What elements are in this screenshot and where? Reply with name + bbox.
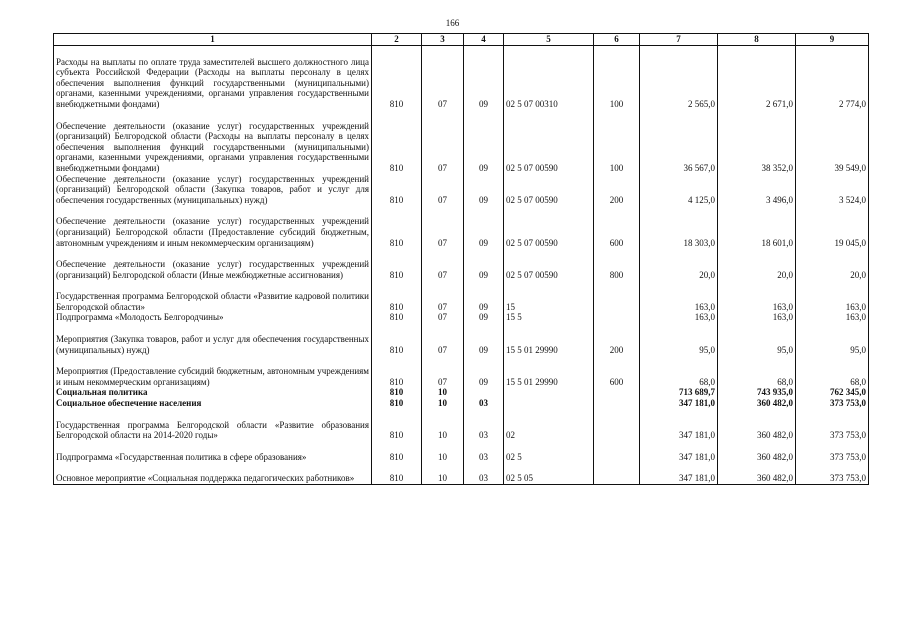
column-header: 8 — [718, 34, 796, 46]
target-article-code: 15 5 — [504, 312, 594, 323]
section-code: 07 — [422, 174, 464, 206]
expense-type-code: 100 — [594, 45, 640, 109]
ministry-code: 810 — [372, 205, 422, 248]
amount-year-2: 163,0 — [718, 280, 796, 312]
target-article-code: 02 5 07 00590 — [504, 248, 594, 280]
amount-year-1: 713 689,7 — [640, 387, 718, 398]
target-article-code: 02 5 — [504, 441, 594, 463]
column-header: 4 — [464, 34, 504, 46]
row-description: Подпрограмма «Государственная политика в сфере образования» — [54, 441, 372, 463]
ministry-code: 810 — [372, 110, 422, 174]
table-row — [54, 45, 869, 109]
section-code: 07 — [422, 323, 464, 355]
target-article-code: 15 — [504, 280, 594, 312]
table-row — [54, 355, 869, 387]
ministry-code: 810 — [372, 280, 422, 312]
subsection-code: 09 — [464, 45, 504, 109]
target-article-code — [504, 398, 594, 409]
table-row — [54, 462, 869, 484]
table-row — [54, 174, 869, 206]
amount-year-2: 163,0 — [718, 312, 796, 323]
amount-year-1: 347 181,0 — [640, 462, 718, 484]
ministry-code: 810 — [372, 462, 422, 484]
budget-table — [53, 33, 869, 485]
amount-year-1: 347 181,0 — [640, 398, 718, 409]
row-description: Социальная политика — [54, 387, 372, 398]
row-description: Государственная программа Белгородской области «Развитие образования Белгородской области на 2014-2020 годы» — [54, 409, 372, 441]
target-article-code: 02 — [504, 409, 594, 441]
column-header: 2 — [372, 34, 422, 46]
target-article-code: 02 5 07 00590 — [504, 205, 594, 248]
amount-year-3: 3 524,0 — [796, 174, 869, 206]
table-row — [54, 205, 869, 248]
section-code: 07 — [422, 45, 464, 109]
amount-year-3: 19 045,0 — [796, 205, 869, 248]
table-row — [54, 110, 869, 174]
subsection-code: 03 — [464, 409, 504, 441]
subsection-code: 09 — [464, 312, 504, 323]
section-code: 07 — [422, 205, 464, 248]
row-description: Государственная программа Белгородской области «Развитие кадровой политики Белгородской области» — [54, 280, 372, 312]
ministry-code: 810 — [372, 441, 422, 463]
expense-type-code — [594, 398, 640, 409]
subsection-code: 09 — [464, 174, 504, 206]
amount-year-1: 20,0 — [640, 248, 718, 280]
section-code: 10 — [422, 441, 464, 463]
subsection-code: 09 — [464, 355, 504, 387]
table-row — [54, 312, 869, 323]
target-article-code: 02 5 07 00310 — [504, 45, 594, 109]
expense-type-code: 600 — [594, 355, 640, 387]
expense-type-code — [594, 441, 640, 463]
amount-year-3: 373 753,0 — [796, 398, 869, 409]
row-description: Обеспечение деятельности (оказание услуг) государственных учреждений (организаций) Белгородской области (Иные межбюджетные ассигнования) — [54, 248, 372, 280]
ministry-code: 810 — [372, 409, 422, 441]
row-description: Подпрограмма «Молодость Белгородчины» — [54, 312, 372, 323]
ministry-code: 810 — [372, 355, 422, 387]
amount-year-3: 163,0 — [796, 280, 869, 312]
target-article-code: 02 5 07 00590 — [504, 110, 594, 174]
subsection-code: 03 — [464, 441, 504, 463]
row-description: Основное мероприятие «Социальная поддержка педагогических работников» — [54, 462, 372, 484]
ministry-code: 810 — [372, 323, 422, 355]
amount-year-1: 163,0 — [640, 312, 718, 323]
column-header: 6 — [594, 34, 640, 46]
section-code: 07 — [422, 248, 464, 280]
section-code: 07 — [422, 312, 464, 323]
amount-year-1: 36 567,0 — [640, 110, 718, 174]
row-description: Обеспечение деятельности (оказание услуг) государственных учреждений (организаций) Белгородской области (Закупка товаров, работ и услуг для обеспечения государственных (муниципальных) нужд) — [54, 174, 372, 206]
expense-type-code: 800 — [594, 248, 640, 280]
amount-year-3: 68,0 — [796, 355, 869, 387]
amount-year-2: 360 482,0 — [718, 462, 796, 484]
amount-year-2: 2 671,0 — [718, 45, 796, 109]
subsection-code: 03 — [464, 462, 504, 484]
amount-year-3: 373 753,0 — [796, 409, 869, 441]
table-row — [54, 409, 869, 441]
amount-year-2: 68,0 — [718, 355, 796, 387]
table-row — [54, 398, 869, 409]
column-header: 9 — [796, 34, 869, 46]
amount-year-2: 360 482,0 — [718, 409, 796, 441]
amount-year-2: 95,0 — [718, 323, 796, 355]
amount-year-3: 163,0 — [796, 312, 869, 323]
table-row — [54, 387, 869, 398]
subsection-code: 09 — [464, 205, 504, 248]
amount-year-3: 39 549,0 — [796, 110, 869, 174]
amount-year-3: 20,0 — [796, 248, 869, 280]
subsection-code: 09 — [464, 323, 504, 355]
ministry-code: 810 — [372, 398, 422, 409]
amount-year-2: 18 601,0 — [718, 205, 796, 248]
amount-year-2: 3 496,0 — [718, 174, 796, 206]
expense-type-code — [594, 280, 640, 312]
column-header: 3 — [422, 34, 464, 46]
amount-year-2: 360 482,0 — [718, 398, 796, 409]
amount-year-1: 2 565,0 — [640, 45, 718, 109]
amount-year-1: 347 181,0 — [640, 409, 718, 441]
page-number: 166 — [445, 18, 460, 28]
section-code: 10 — [422, 409, 464, 441]
column-header: 5 — [504, 34, 594, 46]
expense-type-code — [594, 387, 640, 398]
amount-year-2: 743 935,0 — [718, 387, 796, 398]
section-code: 10 — [422, 398, 464, 409]
section-code: 07 — [422, 110, 464, 174]
expense-type-code: 600 — [594, 205, 640, 248]
subsection-code: 09 — [464, 110, 504, 174]
target-article-code: 02 5 05 — [504, 462, 594, 484]
amount-year-2: 38 352,0 — [718, 110, 796, 174]
target-article-code: 02 5 07 00590 — [504, 174, 594, 206]
target-article-code — [504, 387, 594, 398]
ministry-code: 810 — [372, 174, 422, 206]
amount-year-3: 373 753,0 — [796, 462, 869, 484]
amount-year-3: 2 774,0 — [796, 45, 869, 109]
amount-year-3: 762 345,0 — [796, 387, 869, 398]
column-header: 7 — [640, 34, 718, 46]
amount-year-1: 347 181,0 — [640, 441, 718, 463]
column-header: 1 — [54, 34, 372, 46]
row-description: Обеспечение деятельности (оказание услуг) государственных учреждений (организаций) Белгородской области (Расходы на выплаты персоналу в целях обеспечения выполнения функций государственными (муниципальными) органами, казенными учреждениями, органами управления государственными внебюджетными фондами) — [54, 110, 372, 174]
expense-type-code — [594, 312, 640, 323]
expense-type-code — [594, 462, 640, 484]
section-code: 07 — [422, 280, 464, 312]
ministry-code: 810 — [372, 248, 422, 280]
row-description: Обеспечение деятельности (оказание услуг) государственных учреждений (организаций) Белгородской области (Предоставление субсидий бюджетным, автономным учреждениям и иным некоммерческим организациям) — [54, 205, 372, 248]
amount-year-2: 360 482,0 — [718, 441, 796, 463]
table-row — [54, 441, 869, 463]
expense-type-code — [594, 409, 640, 441]
amount-year-1: 163,0 — [640, 280, 718, 312]
table-row — [54, 323, 869, 355]
section-code: 10 — [422, 387, 464, 398]
row-description: Социальное обеспечение населения — [54, 398, 372, 409]
target-article-code: 15 5 01 29990 — [504, 323, 594, 355]
expense-type-code: 100 — [594, 110, 640, 174]
section-code: 10 — [422, 462, 464, 484]
subsection-code — [464, 387, 504, 398]
section-code: 07 — [422, 355, 464, 387]
amount-year-1: 4 125,0 — [640, 174, 718, 206]
amount-year-3: 373 753,0 — [796, 441, 869, 463]
subsection-code: 09 — [464, 280, 504, 312]
amount-year-1: 18 303,0 — [640, 205, 718, 248]
row-description: Мероприятия (Предоставление субсидий бюджетным, автономным учреждениям и иным некоммерческим организациям) — [54, 355, 372, 387]
amount-year-1: 68,0 — [640, 355, 718, 387]
column-number-row — [54, 34, 869, 46]
target-article-code: 15 5 01 29990 — [504, 355, 594, 387]
amount-year-2: 20,0 — [718, 248, 796, 280]
ministry-code: 810 — [372, 387, 422, 398]
subsection-code: 03 — [464, 398, 504, 409]
ministry-code: 810 — [372, 312, 422, 323]
row-description: Расходы на выплаты по оплате труда заместителей высшего должностного лица субъекта Российской Федерации (Расходы на выплаты персоналу в целях обеспечения выполнения функций государственными (муниципальными) органами, казенными учреждениями, органами управления государственными внебюджетными фондами) — [54, 45, 372, 109]
subsection-code: 09 — [464, 248, 504, 280]
amount-year-3: 95,0 — [796, 323, 869, 355]
expense-type-code: 200 — [594, 174, 640, 206]
table-row — [54, 248, 869, 280]
amount-year-1: 95,0 — [640, 323, 718, 355]
ministry-code: 810 — [372, 45, 422, 109]
row-description: Мероприятия (Закупка товаров, работ и услуг для обеспечения государственных (муниципальных) нужд) — [54, 323, 372, 355]
expense-type-code: 200 — [594, 323, 640, 355]
table-row — [54, 280, 869, 312]
